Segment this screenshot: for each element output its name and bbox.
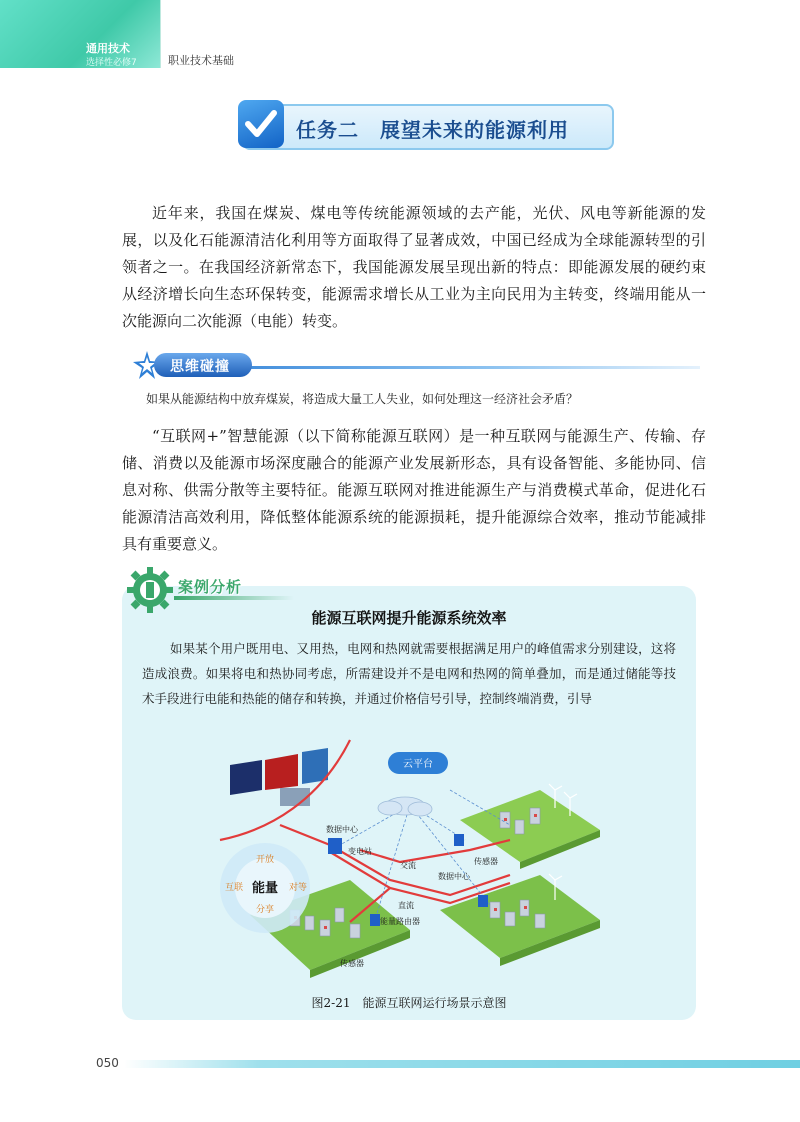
series-title: 通用技术	[86, 42, 130, 55]
checkmark-icon	[238, 100, 284, 148]
data-center-right-label: 数据中心	[438, 872, 470, 881]
footer-bar	[124, 1060, 800, 1068]
platform-top-right	[460, 790, 600, 862]
sensor-right-label: 传感器	[474, 857, 498, 866]
header-divider	[160, 0, 161, 68]
book-title: 职业技术基础	[168, 54, 234, 67]
energy-internet-diagram	[210, 730, 610, 980]
intro-paragraph: 近年来，我国在煤炭、煤电等传统能源领域的去产能，光伏、风电等新能源的发展，以及化石能源清洁化利用等方面取得了显著成效，中国已经成为全球能源转型的引领者之一。在我国经济新常态下，我国能源发展呈现出新的特点：即能源发展的硬约束从经济增长向生态环保转变，能源需求增长从工业为主向民用为主转变，终端用能从一次能源向二次能源（电能）转变。	[122, 204, 706, 330]
substation-label: 变电站	[348, 847, 372, 856]
case-label-stripe	[174, 596, 294, 600]
case-label: 案例分析	[178, 578, 243, 596]
thinking-question: 如果从能源结构中放弃煤炭，将造成大量工人失业，如何处理这一经济社会矛盾？	[146, 392, 579, 406]
internet-paragraph: “互联网+”智慧能源（以下简称能源互联网）是一种互联网与能源生产、传输、存储、消费以及能源市场深度融合的能源产业发展新形态，具有设备智能、多能协同、信息对称、供需分散等主要特征。能源互联网对推进能源生产与消费模式革命，促进化石能源清洁高效利用，降低整体能源系统的能源损耗，提升能源综合效率，推动节能减排具有重要意义。	[122, 427, 706, 553]
thinking-badge	[132, 350, 256, 380]
case-text: 如果某个用户既用电、又用热，电网和热网就需要根据满足用户的峰值需求分别建设，这将造成浪费。如果将电和热协同考虑，所需建设并不是电网和热网的简单叠加，而是通过储能等技术手段进行电能和热能的储存和转换，并通过价格信号引导，控制终端消费，引导	[142, 641, 676, 706]
figure-caption: 图2-21 能源互联网运行场景示意图	[311, 996, 507, 1010]
case-title: 能源互联网提升能源系统效率	[311, 609, 507, 627]
series-subtitle: 选择性必修7	[86, 58, 137, 68]
monitor-screens	[230, 748, 328, 806]
data-center-left-label: 数据中心	[326, 825, 358, 834]
page-number: 050	[96, 1056, 119, 1070]
sensor-bottom-label: 传感器	[340, 959, 364, 968]
cloud-icon	[378, 797, 432, 816]
energy-open-label: 开放	[255, 855, 275, 865]
dc-label: 直流	[398, 901, 414, 910]
energy-center-label: 能量	[251, 881, 279, 896]
energy-peer-label: 对等	[288, 883, 308, 893]
task-title: 任务二 展望未来的能源利用	[296, 118, 569, 142]
platform-bottom-right	[440, 875, 600, 958]
energy-interconnect-label: 互联	[224, 883, 244, 893]
thinking-label: 思维碰撞	[170, 359, 230, 375]
ac-label: 交流	[400, 861, 416, 870]
cloud-platform-label: 云平台	[403, 759, 433, 770]
energy-share-label: 分享	[255, 905, 275, 915]
energy-router-label: 能量路由器	[380, 917, 420, 926]
